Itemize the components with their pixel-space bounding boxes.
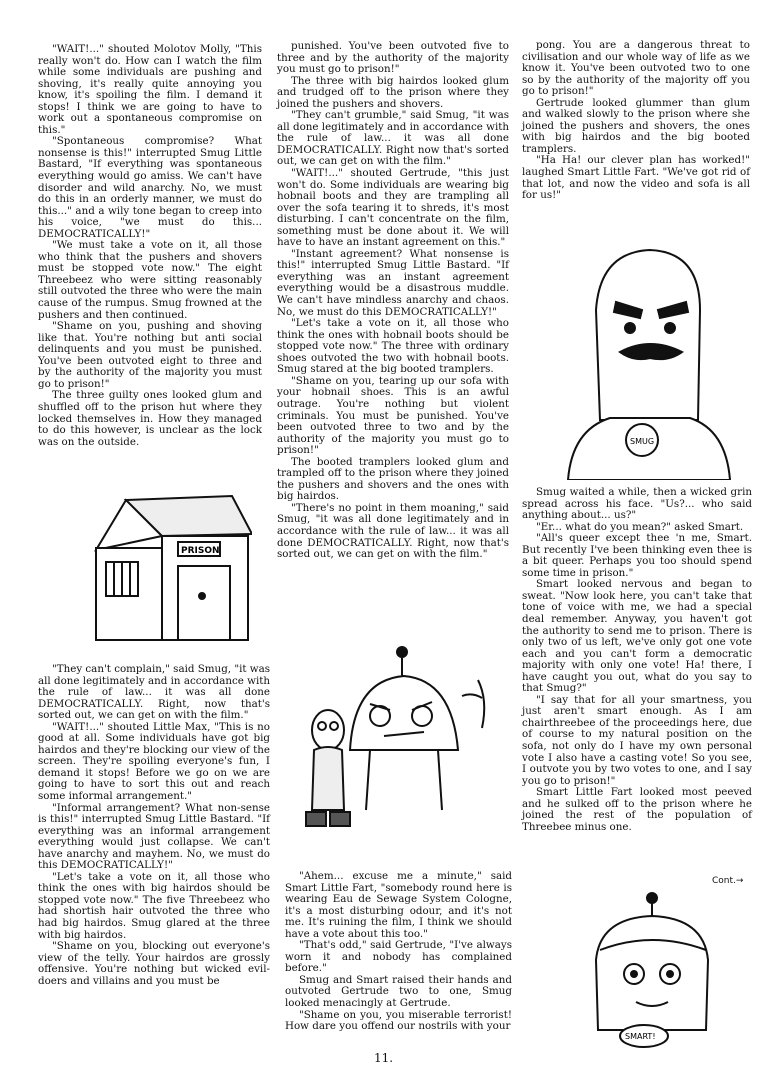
column-2-bottom <box>285 871 512 1033</box>
column-3-top <box>522 40 750 202</box>
paragraph: The three with big hairdos looked glum and trudged off to the prison where they joined the pushers and shovers. <box>277 74 509 110</box>
paragraph: "Shame on you, tearing up our sofa with your hobnail shoes. This is an awful outrage. You're nothing but violent criminals. You must be punished. You've been outvoted three to two and by the authority of the majority you must go to prison!" <box>277 374 509 457</box>
paragraph: Smart Little Fart looked most peeved and he sulked off to the prison where he joined the rest of the population of Threebee minus one. <box>522 786 752 833</box>
paragraph: "They can't grumble," said Smug, "it was all done legitimately and in accordance with the rule of law... it was all done DEMOCRATICALLY. Right now that's sorted out, we can get on with the film." <box>277 109 510 168</box>
paragraph: "Let's take a vote on it, all those who think the ones with hobnail boots should be stopped vote now." The three with ordinary shoes outvoted the two with hobnail boots. Smug stared at the big booted tramplers. <box>277 317 509 376</box>
column-2-top <box>277 41 509 561</box>
paragraph: "Er... what do you mean?" asked Smart. <box>536 520 744 533</box>
paragraph: "They can't complain," said Smug, "it was all done legitimately and in accordance with the rule of law... it was all done DEMOCRATICALLY. Right, now that's sorted out, we can get on with the film." <box>38 663 271 722</box>
paragraph: "I say that for all your smartness, you just aren't smart enough. As I am chairthreebee of the proceedings here, due of course to my natural position on the sofa, not only do I have my own personal vote I also have a casting vote! So you see, I outvote you by two votes to one, and I say you go to prison!" <box>522 693 752 787</box>
column-3-bottom <box>522 487 752 833</box>
paragraph: "Shame on you, blocking out everyone's view of the telly. Your hairdos are grossly offensive. You're nothing but wicked evil-doers and villains and you must be <box>38 940 270 987</box>
paragraph: "That's odd," said Gertrude, "I've always worn it and nobody has complained before." <box>285 939 512 975</box>
paragraph: "Instant agreement? What nonsense is this!" interrupted Smug Little Bastard. "If everything was an instant agreement everything would be a disastrous muddle. We can't have mindless anarchy and chaos. No, we must do this DEMOCRATICALLY!" <box>277 247 509 318</box>
page-number: 11. <box>374 1051 394 1065</box>
prison-sign: PRISON <box>181 546 220 556</box>
paragraph: punished. You've been outvoted five to three and by the authority of the majority you must go to prison!" <box>277 40 509 76</box>
smug-portrait-illustration <box>550 240 740 480</box>
paragraph: "WAIT!..." shouted Little Max, "This is no good at all. Some individuals have got big hairdos and they're blocking our view of the screen. They're spoiling everyone's fun, I demand it stops! Before we go on we are going to have to sort this out and reach some informal arrangement." <box>38 720 270 803</box>
paragraph: "We must take a vote on it, all those who think that the pushers and shovers must be stopped vote now." The eight Threebeez who were sitting reasonably still outvoted the three who were the main cause of the rumpus. Smug frowned at the pushers and then continued. <box>38 239 262 321</box>
paragraph: "Ahem... excuse me a minute," said Smart Little Fart, "somebody round here is wearing Eau de Sewage System Cologne, it's a most disturbing odour, and it's not me. It's ruining the film, I think we should have a vote about this too." <box>285 870 512 940</box>
smart-portrait-illustration <box>570 890 735 1050</box>
paragraph: "Let's take a vote on it, all those who think the ones with big hairdos should be stopped vote now." The five Threebeez who had shortish hair outvoted the three who had big hairdos. Smug glared at the three with big hairdos. <box>38 870 270 941</box>
paragraph: "Spontaneous compromise? What nonsense is this!" interrupted Smug Little Bastard, "If everything was spontaneous everything would go amiss. We can't have disorder and wild anarchy. No, we must do this in an orderly manner, we must do this..." and a wily tone began to creep into his voice, "we must do this... DEMOCRATICALLY!" <box>38 135 262 240</box>
paragraph: "WAIT!..." shouted Molotov Molly, "This really won't do. How can I watch the film while some individuals are pushing and shoving, it's really quite annoying you know, it's spoiling the film. I demand it stops! I think we are going to have to work out a spontaneous compromise on this." <box>38 43 262 136</box>
paragraph: "WAIT!..." shouted Gertrude, "this just won't do. Some individuals are wearing big hobnail boots and they are trampling all over the sofa tearing it to shreds, it's most disturbing. I can't concentrate on the film, something must be done about it. We will have to have an instant agreement on this." <box>277 167 509 249</box>
paragraph: Smug waited a while, then a wicked grin spread across his face. "Us?... who said anything about... us?" <box>522 486 752 522</box>
paragraph: "All's queer except thee 'n me, Smart. But recently I've been thinking even thee is a bit queer. Perhaps you too should spend some time in prison." <box>522 532 752 579</box>
paragraph: Smart looked nervous and began to sweat. "Now look here, you can't take that tone of voice with me, we had a special deal remember. Anyway, you haven't got the authority to send me to prison. There is only two of us left, we've only got one vote each and you can't form a democratic majority with only one vote! Ha! there, I have caught you out, what do you say to that Smug?" <box>522 578 752 695</box>
paragraph: "There's no point in them moaning," said Smug, "it was all done legitimately and in accordance with the rule of law... it was all done DEMOCRATICALLY. Right, now that's sorted out, we can get on with the film." <box>277 501 509 561</box>
prison-hut-illustration <box>82 488 252 646</box>
column-1-top <box>38 44 262 448</box>
smug-badge: SMUG <box>630 437 655 446</box>
paragraph: "Ha Ha! our clever plan has worked!" laughed Smart Little Fart. "We've got rid of that lot, and now the video and sofa is all for us!" <box>522 154 750 202</box>
paragraph: "Shame on you, you miserable terrorist! How dare you offend our nostrils with your <box>285 1008 512 1033</box>
paragraph: "Shame on you, pushing and shoving like that. You're nothing but anti social delinquents and you must be punished. You've been outvoted eight to three and by the authority of the majority you must go to prison!" <box>38 320 262 390</box>
paragraph: The three guilty ones looked glum and shuffled off to the prison hut where they locked themselves in. How they managed to do this however, is unclear as the lock was on the outside. <box>38 389 262 448</box>
paragraph: pong. You are a dangerous threat to civilisation and our whole way of life as we know it. You've been outvoted two to one so by the authority of the majority off you go to prison!" <box>522 39 750 98</box>
paragraph: Smug and Smart raised their hands and outvoted Gertrude two to one, Smug looked menacingly at Gertrude. <box>285 973 512 1010</box>
smart-badge: SMART! <box>625 1032 656 1041</box>
column-1-bottom <box>38 664 270 987</box>
paragraph: The booted tramplers looked glum and trampled off to the prison where they joined the pushers and shovers and the ones with big hairdos. <box>277 455 509 503</box>
paragraph: Gertrude looked glummer than glum and walked slowly to the prison where she joined the pushers and shovers, the ones with big hairdos and the big booted tramplers. <box>522 96 750 155</box>
paragraph: "Informal arrangement? What non-sense is this!" interrupted Smug Little Bastard. "If everything was an informal arrangement everything would just collapse. We can't have anarchy and mayhem. No, we must do this DEMOCRATICALLY!" <box>38 801 270 872</box>
continued-note: Cont.→ <box>712 876 744 886</box>
threebeez-group-illustration <box>292 640 504 860</box>
